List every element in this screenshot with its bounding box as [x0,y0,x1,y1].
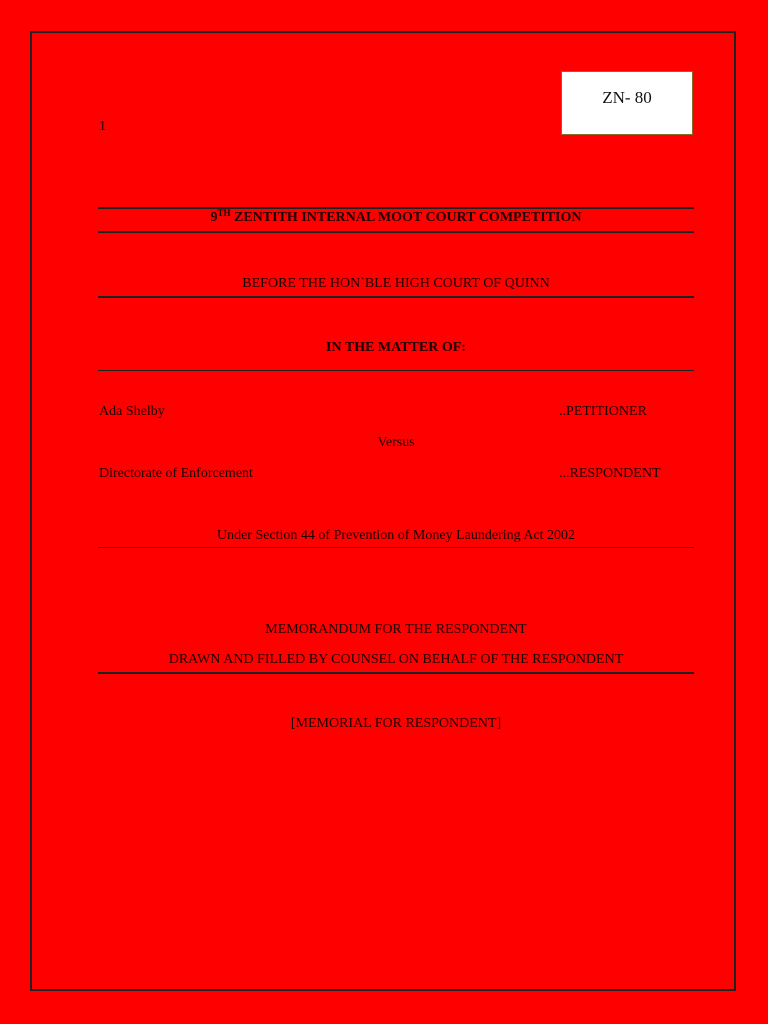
respondent-role: ...RESPONDENT [559,466,661,481]
court-title: BEFORE THE HON`BLE HIGH COURT OF QUINN [242,276,550,291]
memorandum-title: MEMORANDUM FOR THE RESPONDENT [265,622,527,637]
page-border [30,31,736,991]
divider [98,370,694,371]
code-box [561,71,693,135]
statute-line: Under Section 44 of Prevention of Money Laundering Act 2002 [216,528,576,543]
competition-ordinal: 9 [210,210,218,225]
petitioner-role: ..PETITIONER [559,404,647,419]
divider [98,207,694,209]
matter-heading: IN THE MATTER OF: [326,340,466,355]
divider [98,296,694,298]
divider [98,547,694,548]
divider [98,672,694,674]
competition-title [98,210,694,226]
respondent-name: Directorate of Enforcement [99,466,253,481]
petitioner-name: Ada Shelby [99,404,165,419]
memorial-label: [MEMORIAL FOR RESPONDENT] [290,716,502,731]
drawn-by-line: DRAWN AND FILLED BY COUNSEL ON BEHALF OF THE RESPONDENT [168,652,624,667]
page-number: 1 [99,119,106,134]
competition-name: ZENTITH INTERNAL MOOT COURT COMPETITION [230,210,582,225]
code-label: ZN- 80 [602,88,652,107]
versus-label: Versus [377,435,415,450]
competition-ordinal-suffix: TH [217,208,231,218]
divider [98,231,694,233]
